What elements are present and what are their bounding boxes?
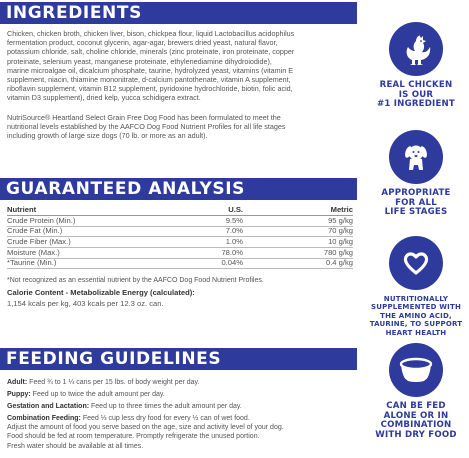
puppy-label: Puppy:	[7, 391, 31, 398]
chicken-icon	[399, 32, 433, 66]
badge-taurine	[366, 236, 466, 337]
metric-value-cell: 10 g/kg	[243, 237, 353, 248]
calorie-content-value: 1,154 kcals per kg, 403 kcals per 12.3 oz. can.	[7, 299, 164, 308]
ingredients-heading: INGREDIENTS	[0, 2, 357, 24]
table-row	[7, 258, 353, 269]
aafco-line: NutriSource® Heartland Select Grain Free Dog Food has been formulated to meet the	[7, 113, 281, 122]
ingredients-line: Chicken, chicken broth, chicken liver, bison, chickpea flour, liquid Lactobacillus acidophilus	[7, 29, 295, 38]
feeding-note-line: Food should be fed at room temperature. Promptly refrigerate the unused portion.	[7, 433, 260, 441]
combination-label: Combination Feeding:	[7, 415, 81, 422]
badge-caption	[366, 81, 466, 110]
adult-text: Feed ¾ to 1 ¼ cans per 15 lbs. of body weight per day.	[27, 379, 200, 386]
caption-line: APPROPRIATE	[381, 188, 451, 198]
metric-value-cell: 95 g/kg	[243, 216, 353, 227]
ingredients-line: marine microalgae oil, dicalcium phosphate, taurine, hydrolyzed yeast, vitamins (vitamin E	[7, 65, 294, 75]
adult-label: Adult:	[7, 379, 28, 386]
ingredients-line: proteinate, selenium yeast, manganese proteinate, ethylenediamine dihydroiodide),	[7, 56, 272, 66]
column-header-us: U.S.	[183, 205, 243, 216]
caption-line: WITH DRY FOOD	[375, 429, 457, 440]
us-value-cell: 78.0%	[183, 248, 243, 259]
badge-caption	[366, 295, 466, 337]
feeding-note-line: Adjust the amount of food you serve based on the age, size and activity level of your dog.	[7, 424, 284, 432]
badge-real-chicken	[366, 22, 466, 110]
us-value-cell: 7.0%	[183, 226, 243, 237]
us-value-cell: 0.04%	[183, 258, 243, 269]
badge-caption	[366, 402, 466, 440]
caption-line: THE AMINO ACID,	[380, 311, 452, 320]
caption-line: #1 INGREDIENT	[377, 99, 455, 110]
badge-combination	[366, 343, 466, 440]
us-value-cell: 1.0%	[183, 237, 243, 248]
nutrient-cell: Crude Protein (Min.)	[7, 216, 183, 227]
heart-icon	[401, 248, 431, 278]
taurine-footnote: *Not recognized as an essential nutrient by the AAFCO Dog Food Nutrient Profiles.	[7, 277, 264, 284]
calorie-content-title: Calorie Content - Metabolizable Energy (calculated):	[7, 288, 195, 297]
caption-line: COMBINATION	[380, 420, 452, 431]
nutrient-cell: *Taurine (Min.)	[7, 258, 183, 269]
table-row	[7, 248, 353, 259]
feeding-combination	[7, 414, 353, 451]
caption-line: IS OUR	[398, 89, 434, 100]
feeding-adult	[7, 378, 353, 387]
table-row	[7, 226, 353, 237]
caption-line: LIFE STAGES	[384, 207, 448, 218]
table-row	[7, 216, 353, 227]
table-header-row	[7, 205, 353, 216]
metric-value-cell: 780 g/kg	[243, 248, 353, 259]
nutrient-cell: Moisture (Max.)	[7, 248, 183, 259]
column-header-nutrient: Nutrient	[7, 205, 183, 216]
ingredients-line: vitamin D3 supplement), dried kelp, yucca schidigera extract.	[7, 93, 201, 103]
puppy-icon	[399, 140, 433, 174]
combination-text: Feed ⅓ cup less dry food for every ½ can of wet food.	[80, 415, 250, 422]
gestation-text: Feed up to three times the adult amount per day.	[89, 403, 242, 410]
metric-value-cell: 70 g/kg	[243, 226, 353, 237]
badge-life-stages	[366, 130, 466, 218]
caption-line: CAN BE FED	[386, 401, 446, 411]
table-row	[7, 237, 353, 248]
feeding-puppy	[7, 390, 353, 399]
nutrient-cell: Crude Fiber (Max.)	[7, 237, 183, 248]
gestation-label: Gestation and Lactation:	[7, 403, 90, 410]
caption-line: FOR ALL	[395, 197, 437, 208]
feeding-guidelines-heading: FEEDING GUIDELINES	[0, 348, 357, 370]
aafco-line: including growth of large size dogs (70 lb. or more as an adult).	[7, 131, 208, 141]
ingredients-line: potassium chloride, salt, choline chloride, minerals (zinc proteinate, iron proteinate, copper	[7, 47, 295, 57]
caption-line: ALONE OR IN	[383, 410, 449, 421]
caption-line: SUPPLEMENTED WITH	[371, 303, 461, 312]
feeding-gestation	[7, 402, 353, 411]
ingredients-line: supplement, niacin, thiamine mononitrate, d-calcium pantothenate, vitamin A supplement,	[7, 75, 291, 85]
us-value-cell: 9.5%	[183, 216, 243, 227]
dog-bowl-icon	[397, 355, 435, 385]
aafco-line: nutritional levels established by the AAFCO Dog Food Nutrient Profiles for all life stages	[7, 122, 286, 132]
nutrient-cell: Crude Fat (Min.)	[7, 226, 183, 237]
ingredients-list	[7, 29, 353, 103]
column-header-metric: Metric	[243, 205, 353, 216]
caption-line: REAL CHICKEN	[379, 80, 453, 90]
aafco-statement	[7, 113, 353, 141]
guaranteed-analysis-heading: GUARANTEED ANALYSIS	[0, 178, 357, 200]
caption-line: TAURINE, TO SUPPORT	[369, 320, 463, 329]
feeding-note-line: Fresh water should be available at all times.	[7, 442, 144, 450]
puppy-text: Feed up to twice the adult amount per day.	[30, 391, 165, 398]
ingredients-line: riboflavin supplement, vitamin B12 supplement, pyridoxine hydrochloride, biotin, folic acid,	[7, 84, 293, 94]
guaranteed-analysis-table	[7, 205, 353, 269]
caption-line: HEART HEALTH	[385, 328, 447, 337]
metric-value-cell: 0.4 g/kg	[243, 258, 353, 269]
caption-line: NUTRITIONALLY	[383, 295, 449, 303]
badge-caption	[366, 189, 466, 218]
ingredients-line: fermentation product, coconut glycerin, agar-agar, brewers dried yeast, natural flavor,	[7, 38, 278, 48]
